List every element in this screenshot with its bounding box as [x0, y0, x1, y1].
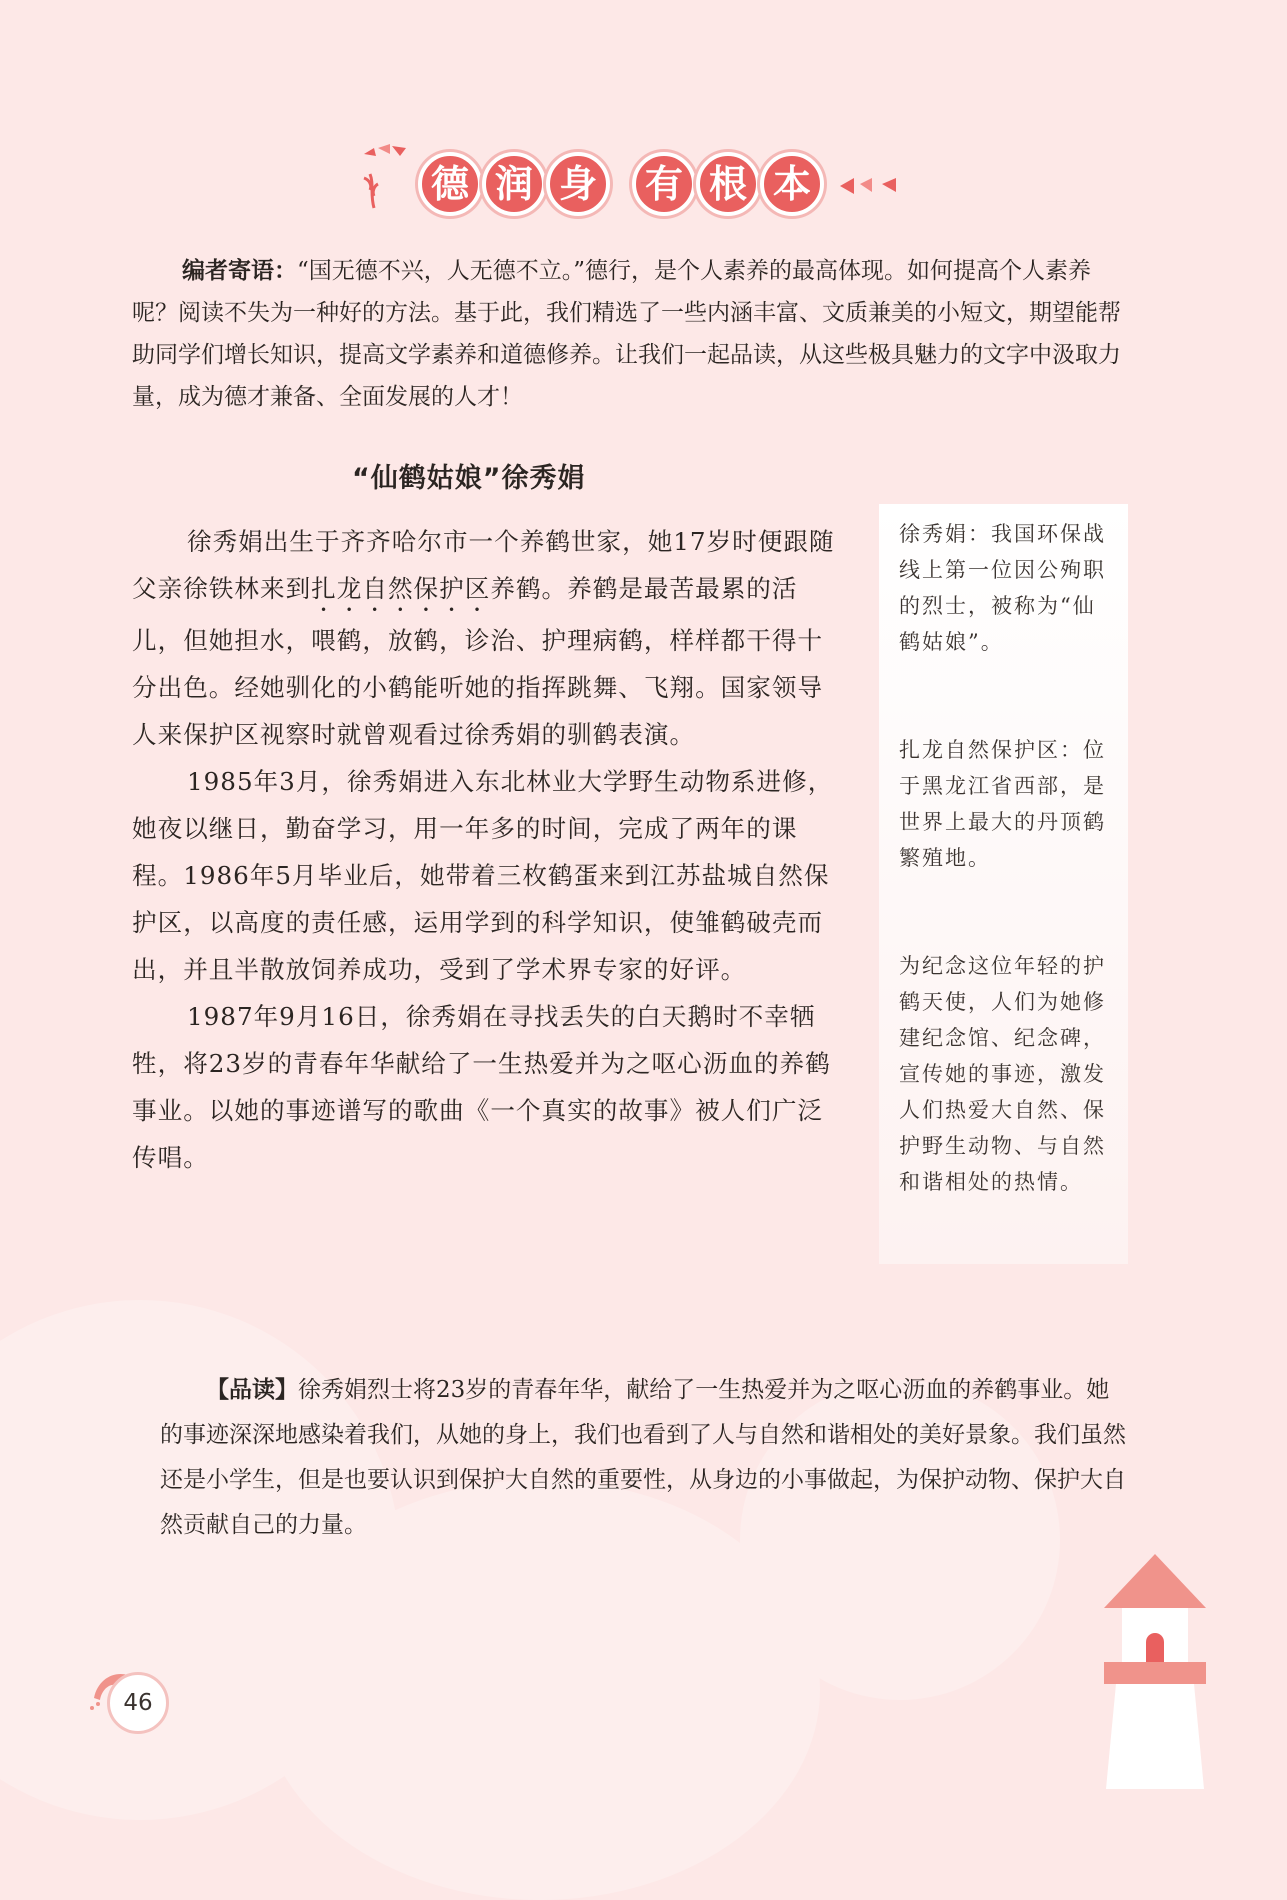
title-char: 德 [418, 152, 482, 216]
title-char: 本 [760, 152, 824, 216]
reading-commentary [160, 1368, 1130, 1548]
side-note: 扎龙自然保护区：位于黑龙江省西部，是世界上最大的丹顶鹤繁殖地。 [899, 738, 1106, 870]
article-paragraph [132, 518, 838, 758]
article-body [132, 518, 838, 1181]
title-char: 润 [482, 152, 546, 216]
title-char: 有 [632, 152, 696, 216]
reading-lead: 【品读】 [206, 1377, 298, 1403]
title-banner [360, 128, 920, 248]
editor-note [132, 250, 1132, 418]
reading-text: 徐秀娟烈士将23岁的青春年华，献给了一生热爱并为之呕心沥血的养鹤事业。她的事迹深深地感染着我们，从她的身上，我们也看到了人与自然和谐相处的美好景象。我们虽然还是小学生，但是也要认识到保护大自然的重要性，从身边的小事做起，为保护动物、保护大自然贡献自己的力量。 [160, 1377, 1126, 1538]
editor-note-text: “国无德不兴，人无德不立。”德行，是个人素养的最高体现。如何提高个人素养呢？阅读不失为一种好的方法。基于此，我们精选了一些内涵丰富、文质兼美的小短文，期望能帮助同学们增长知识，提高文学素养和道德修养。让我们一起品读，从这些极具魅力的文字中汲取力量，成为德才兼备、全面发展的人才！ [132, 258, 1121, 410]
side-note: 徐秀娟：我国环保战线上第一位因公殉职的烈士，被称为“仙鹤姑娘”。 [899, 522, 1106, 654]
fish-decoration-icon [838, 170, 908, 200]
paragraph-text: 徐秀娟出生于齐齐哈尔市一个养鹤世家，她17岁时便跟随父亲徐铁林来到 [132, 527, 835, 603]
title-char: 身 [546, 152, 610, 216]
paragraph-text: 养鹤。养鹤是最苦最累的活儿，但她担水，喂鹤，放鹤，诊治、护理病鹤，样样都干得十分出色。经她驯化的小鹤能听她的指挥跳舞、飞翔。国家领导人来保护区视察时就曾观看过徐秀娟的驯鹤表演。 [132, 574, 824, 749]
article-title: “仙鹤姑娘”徐秀娟 [352, 463, 586, 494]
side-note: 为纪念这位年轻的护鹤天使，人们为她修建纪念馆、纪念碑，宣传她的事迹，激发人们热爱大自然、保护野生动物、与自然和谐相处的热情。 [899, 954, 1106, 1194]
dotted-term: 扎龙自然保护区 [311, 574, 491, 603]
page-number: 46 [107, 1672, 169, 1734]
lighthouse-icon [1100, 1550, 1210, 1789]
editor-note-lead: 编者寄语： [182, 258, 297, 284]
side-notes-panel [879, 504, 1128, 1264]
article-paragraph: 1987年9月16日，徐秀娟在寻找丢失的白天鹅时不幸牺牲，将23岁的青春年华献给了一生热爱并为之呕心沥血的养鹤事业。以她的事迹谱写的歌曲《一个真实的故事》被人们广泛传唱。 [132, 1002, 831, 1172]
article-paragraph: 1985年3月，徐秀娟进入东北林业大学野生动物系进修，她夜以继日，勤奋学习，用一年多的时间，完成了两年的课程。1986年5月毕业后，她带着三枚鹤蛋来到江苏盐城自然保护区，以高度的责任感，运用学到的科学知识，使雏鹤破壳而出，并且半散放饲养成功，受到了学术界专家的好评。 [132, 767, 834, 984]
title-char: 根 [696, 152, 760, 216]
